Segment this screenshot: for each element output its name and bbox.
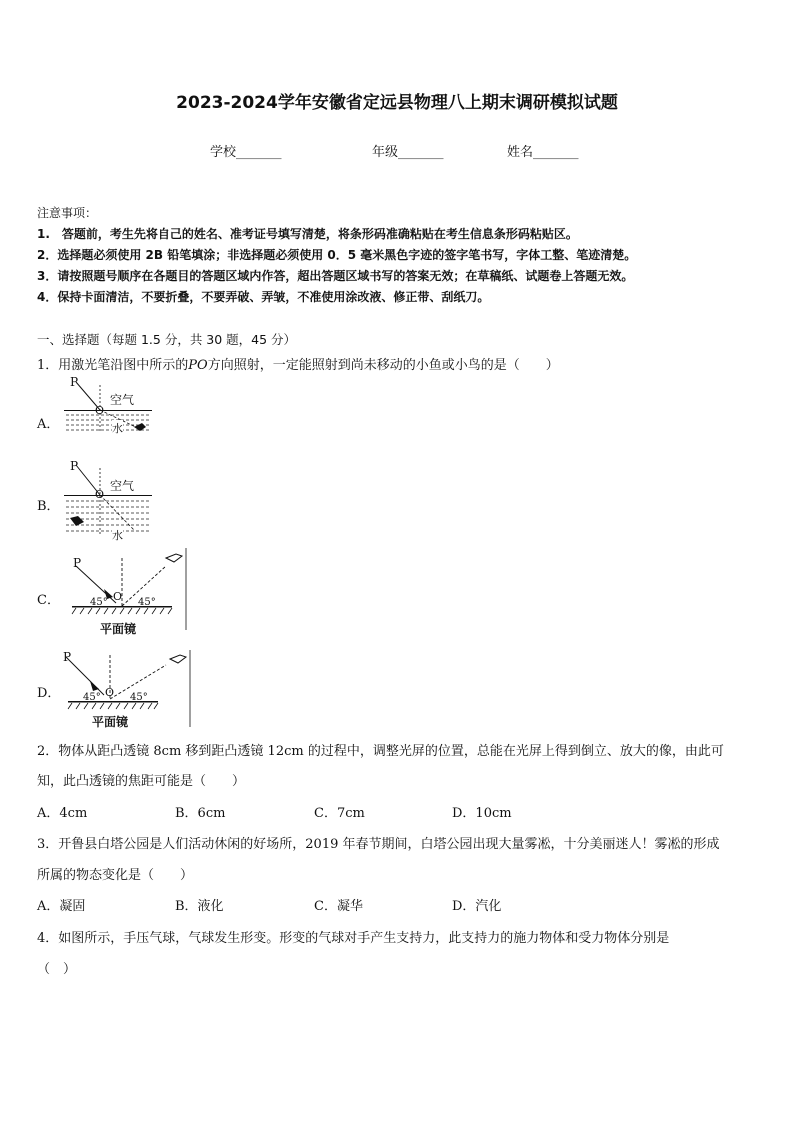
q1-figure-d: [64, 645, 194, 735]
q2-option-c: C．7cm: [314, 806, 365, 821]
fig-a-o: O: [95, 404, 105, 417]
name-field: 姓名_______: [507, 145, 579, 160]
fig-c-angle-left: 45°: [90, 597, 108, 608]
q1-option-a-label: A．: [37, 417, 60, 432]
notice-item-3: 3．请按照题号顺序在各题目的答题区域内作答，超出答题区域书写的答案无效；在草稿纸、试题卷上答题无效。: [37, 269, 634, 283]
fig-d-o: O: [105, 686, 115, 699]
section-heading: 一、选择题（每题 1.5 分，共 30 题，45 分）: [37, 332, 297, 347]
notice-item-2: 2．选择题必须使用 2B 铅笔填涂；非选择题必须使用 0．5 毫米黑色字迹的签字笔书写，字体工整、笔迹清楚。: [37, 248, 637, 262]
fig-d-mirror: 平面镜: [92, 715, 129, 729]
notice-item-4: 4．保持卡面清洁，不要折叠，不要弄破、弄皱，不准使用涂改液、修正带、刮纸刀。: [37, 290, 490, 304]
fig-a-air: 空气: [110, 393, 135, 407]
q3-option-b: B．液化: [175, 899, 224, 914]
fig-c-mirror: 平面镜: [100, 622, 137, 636]
notice-heading: 注意事项：: [37, 206, 98, 220]
q1-option-c-label: C．: [37, 593, 60, 608]
fig-c-p: P: [73, 556, 82, 570]
q1-option-d-label: D．: [37, 686, 61, 701]
q2-option-b: B．6cm: [175, 806, 226, 821]
q1-text-po: PO: [188, 358, 208, 373]
fig-b-air: 空气: [110, 479, 135, 493]
fig-b-o: O: [95, 488, 105, 501]
q3-option-d: D．汽化: [452, 899, 502, 914]
q3-option-c: C．凝华: [314, 899, 363, 914]
q1-text-b: 方向照射，一定能照射到尚未移动的小鱼或小鸟的是（ ）: [207, 358, 559, 373]
q1-text-a: 1．用激光笔沿图中所示的: [37, 358, 189, 373]
fig-d-p: P: [63, 650, 72, 664]
notice-item-1: 1. 答题前，考生先将自己的姓名、准考证号填写清楚，将条形码准确粘贴在考生信息条形码粘贴区。: [37, 227, 578, 241]
q4-line-2: （ ）: [37, 962, 77, 977]
fig-a-p: P: [70, 375, 79, 389]
fig-b-water: 水: [112, 529, 123, 542]
fig-d-angle-left: 45°: [83, 692, 101, 703]
q4-line-1: 4．如图所示，手压气球，气球发生形变。形变的气球对手产生支持力，此支持力的施力物体和受力物体分别是: [37, 931, 670, 946]
q3-line-1: 3．开鲁县白塔公园是人们活动休闲的好场所，2019 年春节期间，白塔公园出现大量雾凇，十分美丽迷人！雾凇的形成: [37, 837, 720, 852]
fig-d-angle-right: 45°: [130, 692, 148, 703]
q2-line-2: 知，此凸透镜的焦距可能是（ ）: [37, 774, 246, 789]
q2-option-a: A．4cm: [37, 806, 88, 821]
q3-line-2: 所属的物态变化是（ ）: [37, 868, 194, 883]
q1-option-b-label: B．: [37, 499, 60, 514]
q3-option-a: A．凝固: [37, 899, 86, 914]
fig-c-o: O: [113, 590, 123, 603]
q1-text: [37, 354, 559, 373]
q2-line-1: 2．物体从距凸透镜 8cm 移到距凸透镜 12cm 的过程中，调整光屏的位置，总能在光屏上得到倒立、放大的像，由此可: [37, 744, 724, 759]
school-field: 学校_______: [210, 145, 282, 160]
page-title: 2023-2024学年安徽省定远县物理八上期末调研模拟试题: [176, 93, 618, 113]
fig-a-water: 水: [112, 422, 123, 435]
fig-c-angle-right: 45°: [138, 597, 156, 608]
grade-field: 年级_______: [372, 145, 444, 160]
q2-option-d: D．10cm: [452, 806, 512, 821]
fig-b-p: P: [70, 459, 79, 473]
